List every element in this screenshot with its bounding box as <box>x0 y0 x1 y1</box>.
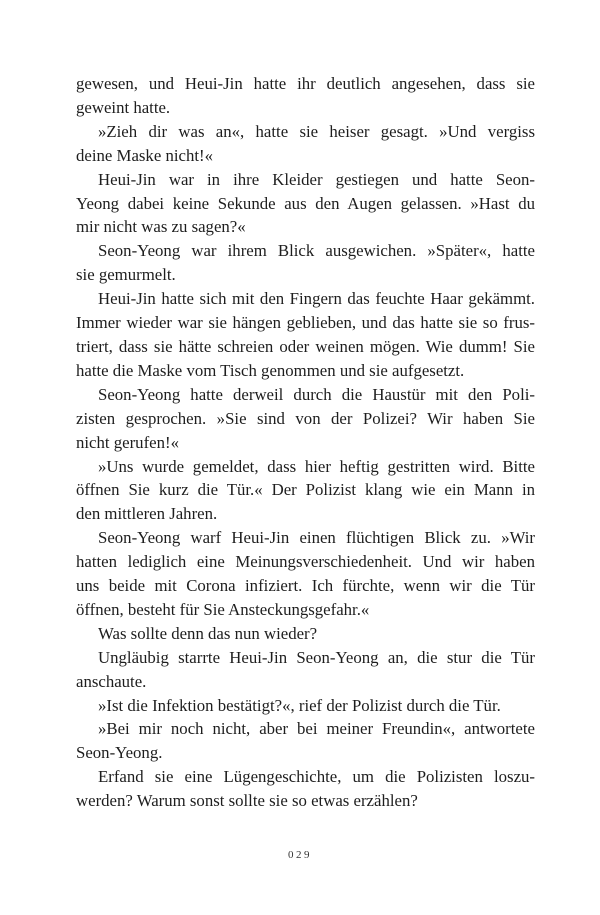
paragraph <box>76 455 535 527</box>
text-line: sie gemurmelt. <box>76 265 176 285</box>
text-line: »Zieh dir was an«, hatte sie heiser gesagt. »Und vergiss <box>98 121 535 141</box>
text-line: öffnen, besteht für Sie Ansteckungsgefahr.« <box>76 599 370 619</box>
paragraph <box>76 622 535 646</box>
body-text <box>76 72 535 813</box>
text-line: uns beide mit Corona infiziert. Ich fürchte, wenn wir die Tür <box>76 576 535 596</box>
text-line: »Ist die Infektion bestätigt?«, rief der Polizist durch die Tür. <box>98 695 501 715</box>
text-line: Heui-Jin war in ihre Kleider gestiegen und hatte Seon- <box>98 169 535 189</box>
text-line: anschaute. <box>76 671 147 691</box>
text-line: werden? Warum sonst sollte sie so etwas erzählen? <box>76 791 418 811</box>
paragraph <box>76 383 535 455</box>
text-line: Seon-Yeong war ihrem Blick ausgewichen. »Später«, hatte <box>98 241 535 261</box>
text-line: geweint hatte. <box>76 97 171 117</box>
paragraph <box>76 239 535 287</box>
text-line: Heui-Jin hatte sich mit den Fingern das feuchte Haar gekämmt. <box>98 289 535 309</box>
paragraph <box>76 120 535 168</box>
paragraph <box>76 168 535 240</box>
text-line: zisten gesprochen. »Sie sind von der Polizei? Wir haben Sie <box>76 408 535 428</box>
text-line: Was sollte denn das nun wieder? <box>98 623 318 643</box>
text-line: nicht gerufen!« <box>76 432 179 452</box>
text-line: »Uns wurde gemeldet, dass hier heftig gestritten wird. Bitte <box>98 456 535 476</box>
text-line: Seon-Yeong. <box>76 743 163 763</box>
paragraph <box>76 646 535 694</box>
text-line: Yeong dabei keine Sekunde aus den Augen gelassen. »Hast du <box>76 193 535 213</box>
text-line: triert, dass sie hätte schreien oder weinen mögen. Wie dumm! Sie <box>76 336 535 356</box>
page-number: 029 <box>288 849 312 861</box>
text-line: deine Maske nicht!« <box>76 145 214 165</box>
text-line: Immer wieder war sie hängen geblieben, und das hatte sie so frus- <box>76 313 535 333</box>
text-line: den mittleren Jahren. <box>76 504 218 524</box>
text-line: Erfand sie eine Lügengeschichte, um die Polizisten loszu- <box>98 767 535 787</box>
text-line: gewesen, und Heui-Jin hatte ihr deutlich angesehen, dass sie <box>76 74 535 93</box>
text-line: Ungläubig starrte Heui-Jin Seon-Yeong an, die stur die Tür <box>98 647 535 667</box>
text-line: mir nicht was zu sagen?« <box>76 217 246 237</box>
paragraph <box>76 765 535 813</box>
paragraph <box>76 287 535 383</box>
text-line: Seon-Yeong warf Heui-Jin einen flüchtigen Blick zu. »Wir <box>98 528 535 548</box>
paragraph <box>76 717 535 765</box>
text-line: hatte die Maske vom Tisch genommen und sie aufgesetzt. <box>76 360 465 380</box>
text-line: hatten lediglich eine Meinungsverschiedenheit. Und wir haben <box>76 552 535 572</box>
paragraph <box>76 72 535 120</box>
paragraph <box>76 694 535 718</box>
text-line: öffnen Sie kurz die Tür.« Der Polizist klang wie ein Mann in <box>76 480 535 500</box>
text-line: Seon-Yeong hatte derweil durch die Haustür mit den Poli- <box>98 384 535 404</box>
text-line: »Bei mir noch nicht, aber bei meiner Freundin«, antwortete <box>98 719 535 739</box>
paragraph <box>76 526 535 622</box>
